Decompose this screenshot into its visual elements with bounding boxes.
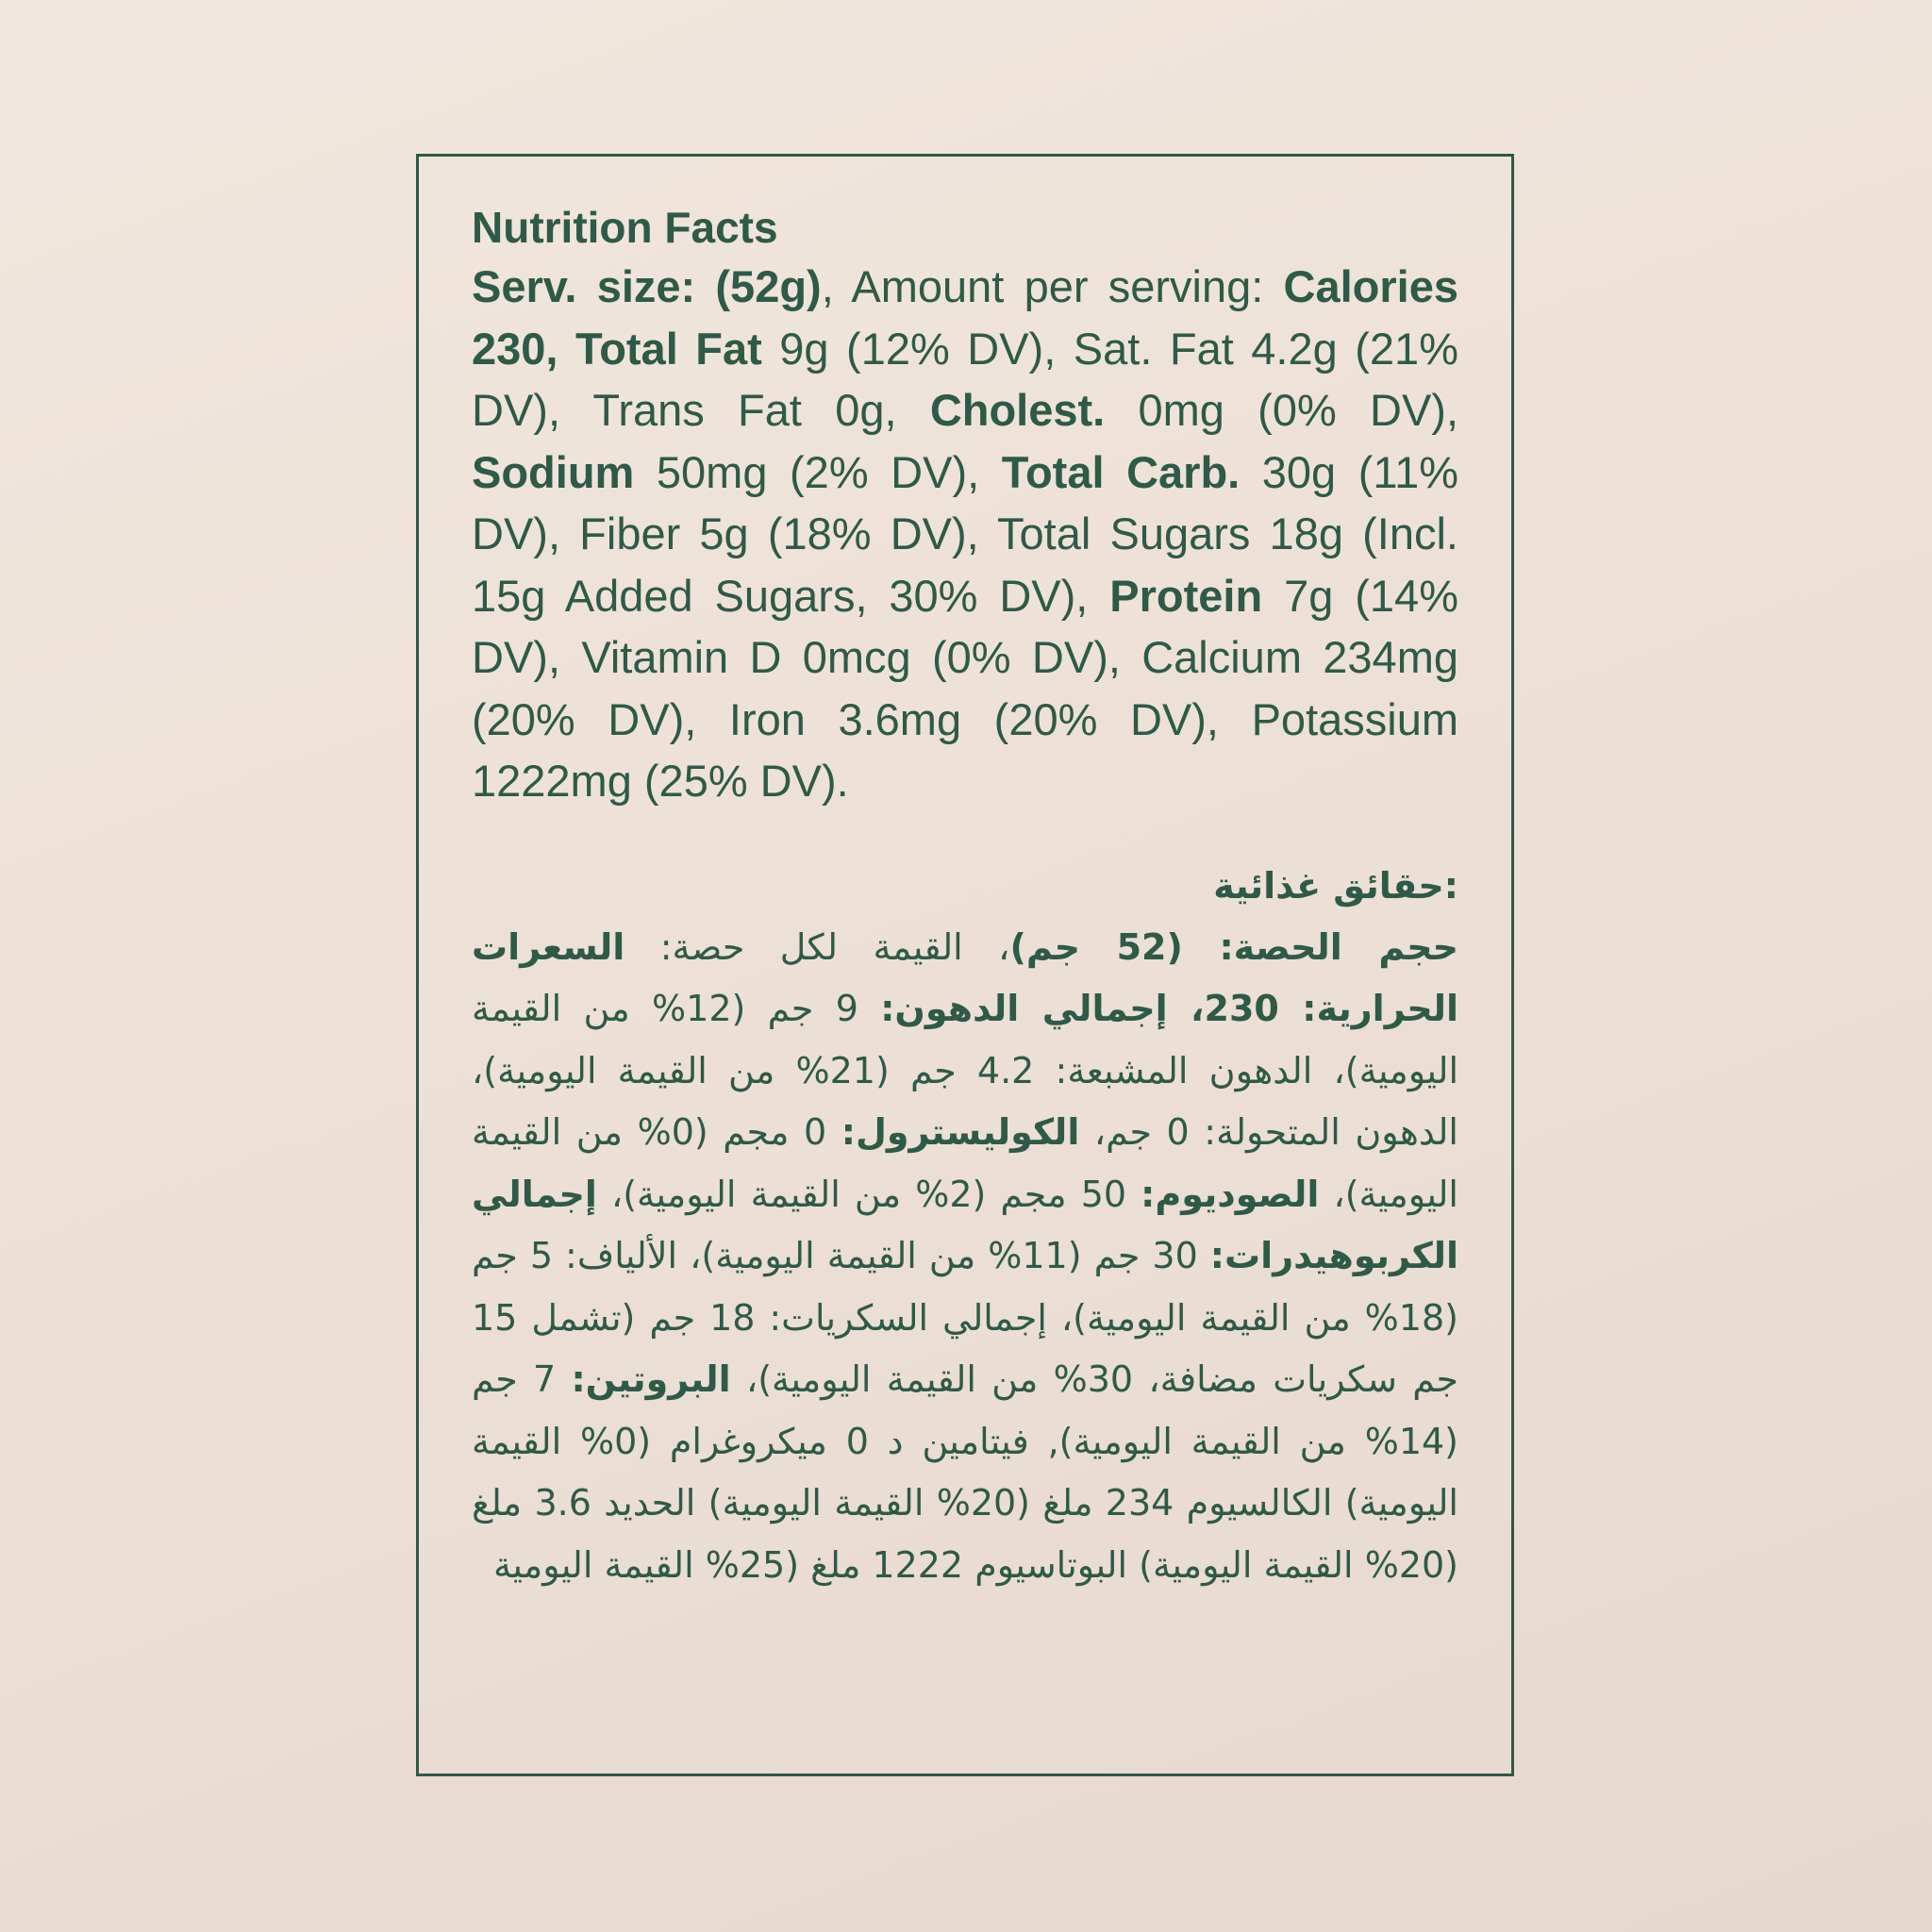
arabic-segment: الصوديوم: [1141,1173,1320,1215]
arabic-segment: الكوليسترول: [841,1111,1080,1153]
english-section [472,199,1458,812]
english-title: Nutrition Facts [472,203,778,252]
arabic-segment: إجمالي الكربوهيدرات: [472,1173,1459,1276]
english-segment: , Amount per serving: [821,261,1284,311]
english-segment: Calories 230, Total Fat [472,261,1458,374]
arabic-segment: البروتين: [571,1358,731,1400]
arabic-title: :حقائق غذائية [1213,864,1458,907]
english-segment: 50mg (2% DV), [634,446,1002,497]
arabic-segment: 7 جم (14% من القيمة اليومية), فيتامين د 0 ميكروغرام (0% القيمة اليومية) الكالسيوم 234 ملغ (20% القيمة اليومية) الحديد 3.6 ملغ (20% القيمة اليومية) البوتاسيوم 1222 ملغ (25% القيمة اليومية [472,1358,1458,1586]
english-segment: 7g (14% DV), Vitamin D 0mcg (0% DV), Calcium 234mg (20% DV), Iron 3.6mg (20% DV), Potassium 1222mg (25% DV). [472,570,1458,806]
nutrition-label-box [416,154,1514,1776]
english-segment: 30g (11% DV), Fiber 5g (18% DV), Total Sugars 18g (Incl. 15g Added Sugars, 30% DV), [472,446,1458,621]
arabic-segment: 9 جم (12% من القيمة اليومية)، الدهون المشبعة: 4.2 جم (21% من القيمة اليومية)، الدهون المتحولة: 0 جم، [472,988,1459,1153]
arabic-segment: 0 مجم (0% من القيمة اليومية)، [472,1111,1458,1215]
arabic-segment: 30 جم (11% من القيمة اليومية)، الألياف: 5 جم (18% من القيمة اليومية)، إجمالي السكريات: 18 جم (تشمل 15 جم سكريات مضافة، 30% من القيمة اليومية)، [472,1235,1459,1400]
english-segment: 0mg (0% DV), [1105,385,1459,435]
english-nutrition-text [472,256,1458,812]
arabic-segment: 50 مجم (2% من القيمة اليومية)، [596,1173,1141,1215]
english-segment: Serv. size: (52g) [472,261,822,311]
arabic-section [472,855,1458,1597]
english-segment: Protein [1109,570,1263,621]
english-segment: Total Carb. [1001,446,1241,497]
english-segment: 9g (12% DV), Sat. Fat 4.2g (21% DV), Trans Fat 0g, [472,323,1458,435]
english-segment: Cholest. [929,385,1106,435]
arabic-segment: ، القيمة لكل حصة: [625,925,1010,968]
arabic-segment: حجم الحصة: (52 جم) [1009,925,1458,968]
arabic-nutrition-text [472,917,1458,1597]
arabic-segment: السعرات الحرارية: 230، إجمالي الدهون: [472,925,1459,1029]
english-segment: Sodium [472,446,635,497]
